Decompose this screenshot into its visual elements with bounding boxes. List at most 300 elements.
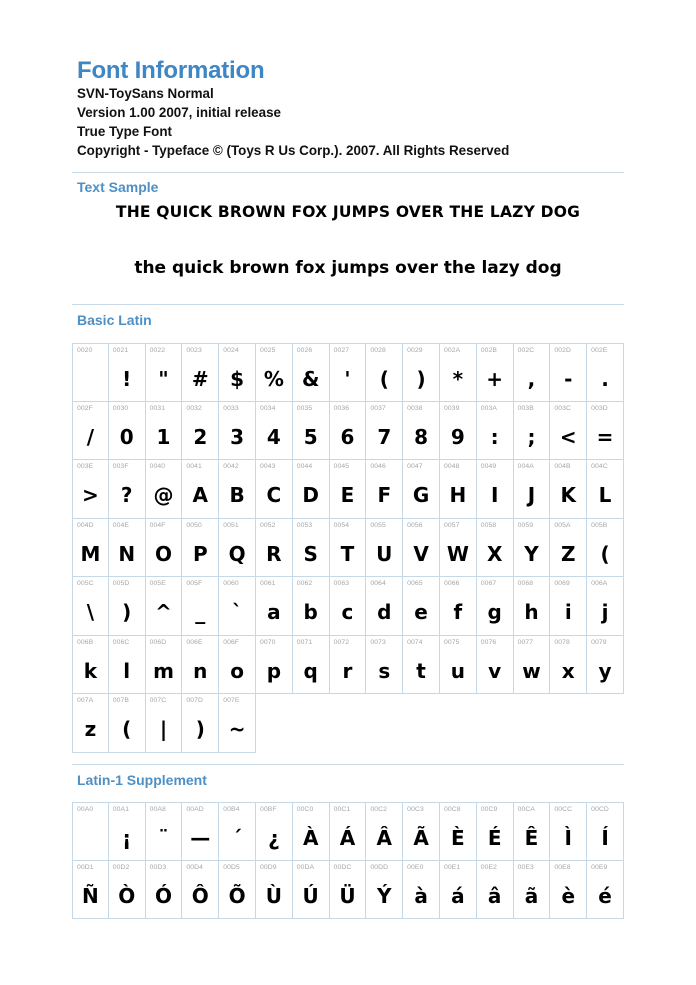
glyph-char: P [192, 541, 208, 566]
glyph-cell [293, 343, 330, 402]
glyph-cell [477, 861, 514, 920]
glyph-codepoint: 00E9 [591, 863, 608, 871]
glyph-codepoint: 004B [554, 463, 571, 470]
glyph-char: ¡ [122, 826, 132, 850]
glyph-cell [330, 577, 367, 636]
glyph-char: c [341, 600, 354, 624]
glyph-codepoint: 005B [591, 521, 608, 529]
glyph-char: . [601, 367, 609, 391]
glyph-char: è [561, 883, 576, 908]
glyph-char: Ì [564, 826, 572, 850]
glyph-codepoint: 0059 [517, 521, 534, 529]
glyph-cell [256, 460, 293, 519]
sample-uppercase: THE QUICK BROWN FOX JUMPS OVER THE LAZY DOG [115, 202, 581, 221]
glyph-codepoint: 00CA [517, 806, 535, 813]
glyph-cell [219, 519, 256, 578]
glyph-codepoint: 006F [223, 638, 240, 646]
glyph-cell [256, 636, 293, 695]
glyph-codepoint: 00DA [296, 863, 315, 871]
glyph-char: S [303, 541, 318, 566]
glyph-char: k [83, 658, 98, 683]
glyph-cell [146, 694, 183, 753]
glyph-codepoint: 0032 [186, 404, 202, 412]
glyph-cell [256, 402, 293, 461]
glyph-codepoint: 0054 [333, 521, 350, 529]
glyph-char: x [561, 658, 575, 683]
glyph-cell [366, 460, 403, 519]
glyph-char: # [191, 367, 209, 391]
glyph-cell [403, 519, 440, 578]
glyph-codepoint: 00D2 [112, 863, 130, 871]
glyph-char: C [266, 483, 282, 507]
glyph-codepoint: 0067 [480, 580, 497, 587]
glyph-char: " [158, 367, 169, 391]
glyph-codepoint: 0042 [223, 463, 239, 470]
glyph-codepoint: 00B4 [223, 806, 240, 813]
glyph-cell [366, 861, 403, 920]
font-version: Version 1.00 2007, initial release [77, 105, 281, 120]
glyph-codepoint: 00A1 [112, 806, 130, 813]
glyph-char: * [452, 367, 464, 391]
glyph-char: Á [339, 826, 356, 850]
glyph-codepoint: 002A [443, 347, 461, 354]
glyph-char: ~ [228, 717, 246, 741]
glyph-char: É [487, 826, 502, 850]
glyph-cell [550, 402, 587, 461]
glyph-codepoint: 005A [554, 521, 571, 529]
glyph-char: é [598, 883, 612, 908]
glyph-cell [477, 343, 514, 402]
glyph-char: ¨ [158, 826, 169, 850]
glyph-char: : [490, 424, 499, 449]
glyph-grid-latin-1-supplement [72, 802, 624, 919]
glyph-char: F [377, 483, 392, 507]
glyph-cell [403, 460, 440, 519]
glyph-char: f [453, 600, 463, 624]
glyph-codepoint: 00C0 [296, 806, 314, 813]
glyph-codepoint: 005D [112, 580, 130, 587]
glyph-cell [330, 802, 367, 861]
glyph-cell [256, 343, 293, 402]
glyph-codepoint: 0046 [370, 463, 386, 470]
glyph-cell [182, 636, 219, 695]
glyph-codepoint: 0041 [186, 463, 202, 470]
glyph-cell [256, 577, 293, 636]
glyph-cell [440, 861, 477, 920]
glyph-cell [440, 577, 477, 636]
glyph-cell [219, 402, 256, 461]
glyph-char: ( [122, 717, 132, 741]
glyph-codepoint: 002C [517, 347, 535, 354]
glyph-char: ` [232, 600, 243, 624]
glyph-char: ' [344, 367, 351, 391]
glyph-cell [146, 861, 183, 920]
glyph-char: ( [600, 541, 610, 566]
glyph-codepoint: 0026 [296, 347, 313, 354]
glyph-codepoint: 0050 [186, 521, 202, 529]
glyph-char: Ý [377, 883, 392, 908]
section-heading-basic-latin: Basic Latin [77, 312, 152, 328]
glyph-char: Ü [339, 883, 356, 908]
glyph-char: V [413, 541, 429, 566]
glyph-char: v [488, 658, 502, 683]
glyph-codepoint: 0039 [443, 404, 460, 412]
glyph-codepoint: 003F [112, 463, 129, 470]
glyph-codepoint: 006E [186, 638, 203, 646]
glyph-char: a [267, 600, 281, 624]
glyph-cell [109, 343, 146, 402]
glyph-char: ) [195, 717, 205, 741]
glyph-cell [403, 636, 440, 695]
glyph-char: q [303, 658, 318, 683]
glyph-cell [256, 802, 293, 861]
glyph-cell [440, 460, 477, 519]
glyph-codepoint: 0066 [443, 580, 460, 587]
glyph-codepoint: 0043 [259, 463, 276, 470]
glyph-char: Â [376, 826, 393, 850]
glyph-char: N [118, 541, 136, 566]
glyph-codepoint: 00D5 [223, 863, 240, 871]
glyph-cell [182, 343, 219, 402]
glyph-char: t [416, 658, 426, 683]
glyph-char: ( [379, 367, 389, 391]
glyph-cell [477, 802, 514, 861]
glyph-char: > [82, 483, 99, 507]
glyph-cell [293, 460, 330, 519]
glyph-char: - [564, 367, 573, 391]
glyph-cell [477, 402, 514, 461]
glyph-cell [550, 636, 587, 695]
glyph-cell [293, 802, 330, 861]
glyph-cell [403, 577, 440, 636]
glyph-codepoint: 003C [554, 404, 572, 412]
glyph-char: Ñ [82, 883, 99, 908]
glyph-char: 0 [119, 424, 134, 449]
glyph-cell [146, 460, 183, 519]
glyph-cell [219, 460, 256, 519]
glyph-codepoint: 00C3 [407, 806, 424, 813]
glyph-codepoint: 0077 [517, 638, 534, 646]
glyph-char: ? [120, 483, 133, 507]
glyph-codepoint: 0040 [149, 463, 166, 470]
glyph-char: Õ [228, 883, 246, 908]
glyph-cell [182, 802, 219, 861]
glyph-char: / [86, 424, 95, 449]
glyph-cell [514, 636, 551, 695]
glyph-codepoint: 00AD [186, 806, 204, 813]
glyph-char: 2 [193, 424, 208, 449]
glyph-codepoint: 0029 [407, 347, 423, 354]
glyph-codepoint: 0069 [554, 580, 570, 587]
glyph-char: j [601, 600, 609, 624]
glyph-cell [514, 802, 551, 861]
glyph-cell [550, 802, 587, 861]
glyph-codepoint: 0068 [517, 580, 534, 587]
glyph-codepoint: 0023 [186, 347, 202, 354]
glyph-cell [109, 402, 146, 461]
glyph-cell [587, 402, 624, 461]
glyph-char: D [302, 483, 319, 507]
glyph-codepoint: 0052 [259, 521, 276, 529]
glyph-codepoint: 0038 [407, 404, 423, 412]
glyph-char: À [302, 826, 319, 850]
glyph-cell [146, 402, 183, 461]
glyph-cell [256, 861, 293, 920]
glyph-codepoint: 0073 [370, 638, 386, 646]
glyph-cell [366, 402, 403, 461]
glyph-codepoint: 0051 [223, 521, 239, 529]
glyph-char: d [377, 600, 392, 624]
glyph-cell [440, 802, 477, 861]
glyph-codepoint: 0033 [223, 404, 239, 412]
glyph-char: Ô [191, 883, 209, 908]
glyph-cell [72, 519, 109, 578]
glyph-cell [182, 577, 219, 636]
glyph-cell [182, 460, 219, 519]
glyph-codepoint: 0058 [480, 521, 497, 529]
glyph-char: G [412, 483, 430, 507]
glyph-codepoint: 003B [517, 404, 534, 412]
glyph-char: m [153, 658, 174, 683]
glyph-cell [146, 636, 183, 695]
glyph-codepoint: 0057 [443, 521, 460, 529]
glyph-char: $ [230, 367, 245, 391]
glyph-codepoint: 007C [149, 697, 167, 704]
glyph-cell [256, 519, 293, 578]
glyph-cell [146, 343, 183, 402]
glyph-cell [219, 577, 256, 636]
glyph-codepoint: 0055 [370, 521, 386, 529]
glyph-char: E [340, 483, 355, 507]
glyph-char: U [376, 541, 393, 566]
glyph-cell [587, 802, 624, 861]
glyph-codepoint: 0060 [223, 580, 239, 587]
glyph-codepoint: 006B [77, 638, 94, 646]
font-type: True Type Font [77, 124, 172, 139]
glyph-char: g [487, 600, 502, 624]
glyph-codepoint: 00DD [370, 863, 389, 871]
glyph-codepoint: 0065 [407, 580, 423, 587]
glyph-codepoint: 0027 [333, 347, 350, 354]
glyph-cell [587, 343, 624, 402]
glyph-char: = [596, 424, 614, 449]
glyph-char: + [486, 367, 504, 391]
glyph-cell [514, 861, 551, 920]
glyph-codepoint: 004C [591, 463, 608, 470]
glyph-codepoint: 002F [77, 404, 93, 412]
glyph-cell [477, 577, 514, 636]
glyph-codepoint: 0071 [296, 638, 313, 646]
glyph-cell [109, 577, 146, 636]
glyph-char: 5 [303, 424, 318, 449]
divider [72, 172, 624, 173]
glyph-cell [146, 802, 183, 861]
glyph-char: ã [524, 883, 539, 908]
glyph-cell [182, 402, 219, 461]
glyph-char: T [340, 541, 355, 566]
glyph-char: p [266, 658, 282, 683]
glyph-cell [440, 636, 477, 695]
glyph-cell [366, 519, 403, 578]
glyph-codepoint: 00E3 [517, 863, 534, 871]
glyph-cell [219, 636, 256, 695]
glyph-cell [477, 519, 514, 578]
glyph-char: ^ [155, 600, 172, 624]
glyph-codepoint: 00BF [259, 806, 277, 813]
glyph-codepoint: 0078 [554, 638, 570, 646]
glyph-cell [550, 861, 587, 920]
glyph-codepoint: 0076 [480, 638, 497, 646]
glyph-codepoint: 0024 [223, 347, 239, 354]
glyph-char: ) [122, 600, 132, 624]
glyph-cell [587, 519, 624, 578]
glyph-char: e [414, 600, 428, 624]
glyph-cell [514, 519, 551, 578]
page-title: Font Information [77, 57, 265, 84]
glyph-codepoint: 0075 [443, 638, 460, 646]
glyph-codepoint: 005C [77, 580, 94, 587]
glyph-cell [109, 802, 146, 861]
glyph-char: ! [122, 367, 132, 391]
glyph-cell [182, 519, 219, 578]
glyph-codepoint: 002D [554, 347, 572, 354]
glyph-codepoint: 0031 [149, 404, 166, 412]
glyph-char: w [522, 658, 541, 683]
glyph-cell [72, 802, 109, 861]
glyph-codepoint: 00DC [333, 863, 352, 871]
glyph-cell [146, 577, 183, 636]
glyph-cell [330, 519, 367, 578]
glyph-char: Í [601, 826, 609, 850]
glyph-cell [514, 402, 551, 461]
glyph-char: % [263, 367, 284, 391]
glyph-cell [514, 577, 551, 636]
glyph-cell [366, 802, 403, 861]
glyph-codepoint: 003D [591, 404, 608, 412]
glyph-char: _ [195, 600, 206, 624]
glyph-codepoint: 0064 [370, 580, 386, 587]
glyph-char: 3 [230, 424, 245, 449]
glyph-cell [72, 577, 109, 636]
glyph-char: 1 [156, 424, 171, 449]
glyph-codepoint: 00E2 [480, 863, 498, 871]
glyph-codepoint: 004F [149, 521, 166, 529]
glyph-cell [72, 861, 109, 920]
glyph-cell [293, 402, 330, 461]
glyph-cell [587, 636, 624, 695]
glyph-codepoint: 007B [112, 697, 130, 704]
glyph-char: ; [527, 424, 536, 449]
glyph-cell [403, 343, 440, 402]
glyph-cell [219, 802, 256, 861]
glyph-char: 8 [414, 424, 429, 449]
glyph-char: ´ [232, 826, 243, 850]
glyph-char: W [446, 541, 469, 566]
glyph-char: È [451, 826, 465, 850]
glyph-codepoint: 0072 [333, 638, 350, 646]
glyph-codepoint: 0045 [333, 463, 350, 470]
glyph-char: | [159, 717, 168, 741]
glyph-codepoint: 003E [77, 463, 94, 470]
glyph-codepoint: 004D [77, 521, 94, 529]
glyph-char: Z [561, 541, 576, 566]
glyph-cell [403, 802, 440, 861]
glyph-codepoint: 0036 [333, 404, 350, 412]
glyph-codepoint: 0053 [296, 521, 313, 529]
glyph-codepoint: 00E0 [407, 863, 424, 871]
divider [72, 304, 624, 305]
glyph-cell [109, 694, 146, 753]
glyph-char: l [123, 658, 131, 683]
glyph-char: y [598, 658, 612, 683]
glyph-codepoint: 0070 [259, 638, 276, 646]
glyph-cell [72, 694, 109, 753]
glyph-cell [587, 577, 624, 636]
glyph-codepoint: 0063 [333, 580, 350, 587]
glyph-codepoint: 00A0 [77, 806, 94, 813]
glyph-char: ¿ [268, 826, 280, 850]
glyph-codepoint: 005E [149, 580, 166, 587]
glyph-char: A [192, 483, 209, 507]
glyph-cell [550, 519, 587, 578]
glyph-codepoint: 006A [591, 580, 608, 587]
glyph-cell [330, 861, 367, 920]
glyph-codepoint: 00D1 [77, 863, 94, 871]
glyph-cell [219, 694, 256, 753]
glyph-codepoint: 0062 [296, 580, 313, 587]
glyph-cell [366, 636, 403, 695]
glyph-codepoint: 0044 [296, 463, 313, 470]
glyph-char: á [451, 883, 465, 908]
glyph-codepoint: 0034 [259, 404, 276, 412]
glyph-codepoint: 007E [223, 697, 240, 704]
glyph-cell [550, 577, 587, 636]
glyph-char: R [266, 541, 282, 566]
glyph-char: r [342, 658, 353, 683]
glyph-codepoint: 00CD [591, 806, 609, 813]
glyph-codepoint: 00C8 [443, 806, 461, 813]
glyph-codepoint: 002B [480, 347, 498, 354]
glyph-char: & [301, 367, 320, 391]
glyph-cell [72, 460, 109, 519]
glyph-cell [293, 636, 330, 695]
glyph-cell [514, 343, 551, 402]
glyph-codepoint: 0021 [112, 347, 129, 354]
glyph-codepoint: 00C9 [480, 806, 498, 813]
glyph-cell [403, 402, 440, 461]
glyph-codepoint: 00D9 [259, 863, 277, 871]
glyph-codepoint: 0074 [407, 638, 423, 646]
glyph-codepoint: 005F [186, 580, 203, 587]
glyph-cell [109, 460, 146, 519]
sample-lowercase: the quick brown fox jumps over the lazy dog [134, 258, 562, 278]
glyph-char: Ú [302, 883, 319, 908]
glyph-char: Ê [524, 826, 539, 850]
glyph-char: K [560, 483, 576, 507]
glyph-codepoint: 006D [149, 638, 167, 646]
glyph-char: M [80, 541, 101, 566]
glyph-cell [72, 402, 109, 461]
glyph-cell [477, 636, 514, 695]
glyph-codepoint: 0020 [77, 347, 93, 354]
glyph-char: Ó [154, 883, 172, 908]
glyph-char: — [190, 826, 211, 850]
glyph-char: B [229, 483, 245, 507]
glyph-codepoint: 007A [77, 697, 94, 704]
glyph-codepoint: 00C1 [333, 806, 351, 813]
glyph-codepoint: 00CC [554, 806, 573, 813]
glyph-codepoint: 0030 [112, 404, 129, 412]
